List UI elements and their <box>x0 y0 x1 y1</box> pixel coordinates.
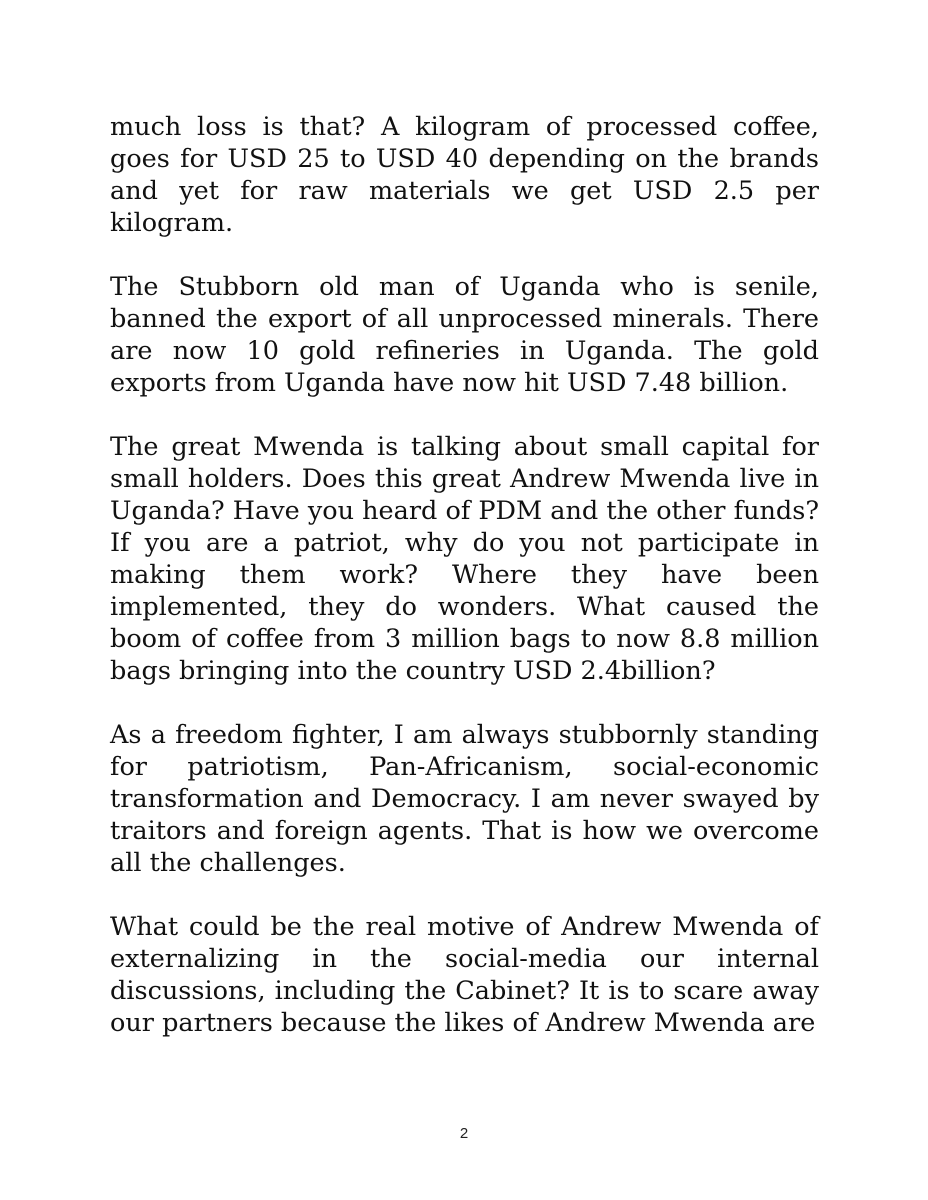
paragraph-4: As a freedom fighter, I am always stubbornly standing for patriotism, Pan-Africanism, social-economic transformation and Democracy. I am never swayed by traitors and foreign agents. That is how we overcome all the challenges. <box>110 720 819 878</box>
paragraph-5: What could be the real motive of Andrew Mwenda of externalizing in the social-media our internal discussions, including the Cabinet? It is to scare away our partners because the likes of Andrew Mwenda are <box>110 912 819 1038</box>
body-text <box>110 111 819 1071</box>
paragraph-3: The great Mwenda is talking about small capital for small holders. Does this great Andrew Mwenda live in Uganda? Have you heard of PDM and the other funds? If you are a patriot, why do you not participate in making them work? Where they have been implemented, they do wonders. What caused the boom of coffee from 3 million bags to now 8.8 million bags bringing into the country USD 2.4billion? <box>110 432 819 686</box>
paragraph-2: The Stubborn old man of Uganda who is senile, banned the export of all unprocessed minerals. There are now 10 gold refineries in Uganda. The gold exports from Uganda have now hit USD 7.48 billion. <box>110 272 819 398</box>
page-number: 2 <box>459 1125 469 1142</box>
paragraph-1: much loss is that? A kilogram of processed coffee, goes for USD 25 to USD 40 depending on the brands and yet for raw materials we get USD 2.5 per kilogram. <box>110 112 819 238</box>
